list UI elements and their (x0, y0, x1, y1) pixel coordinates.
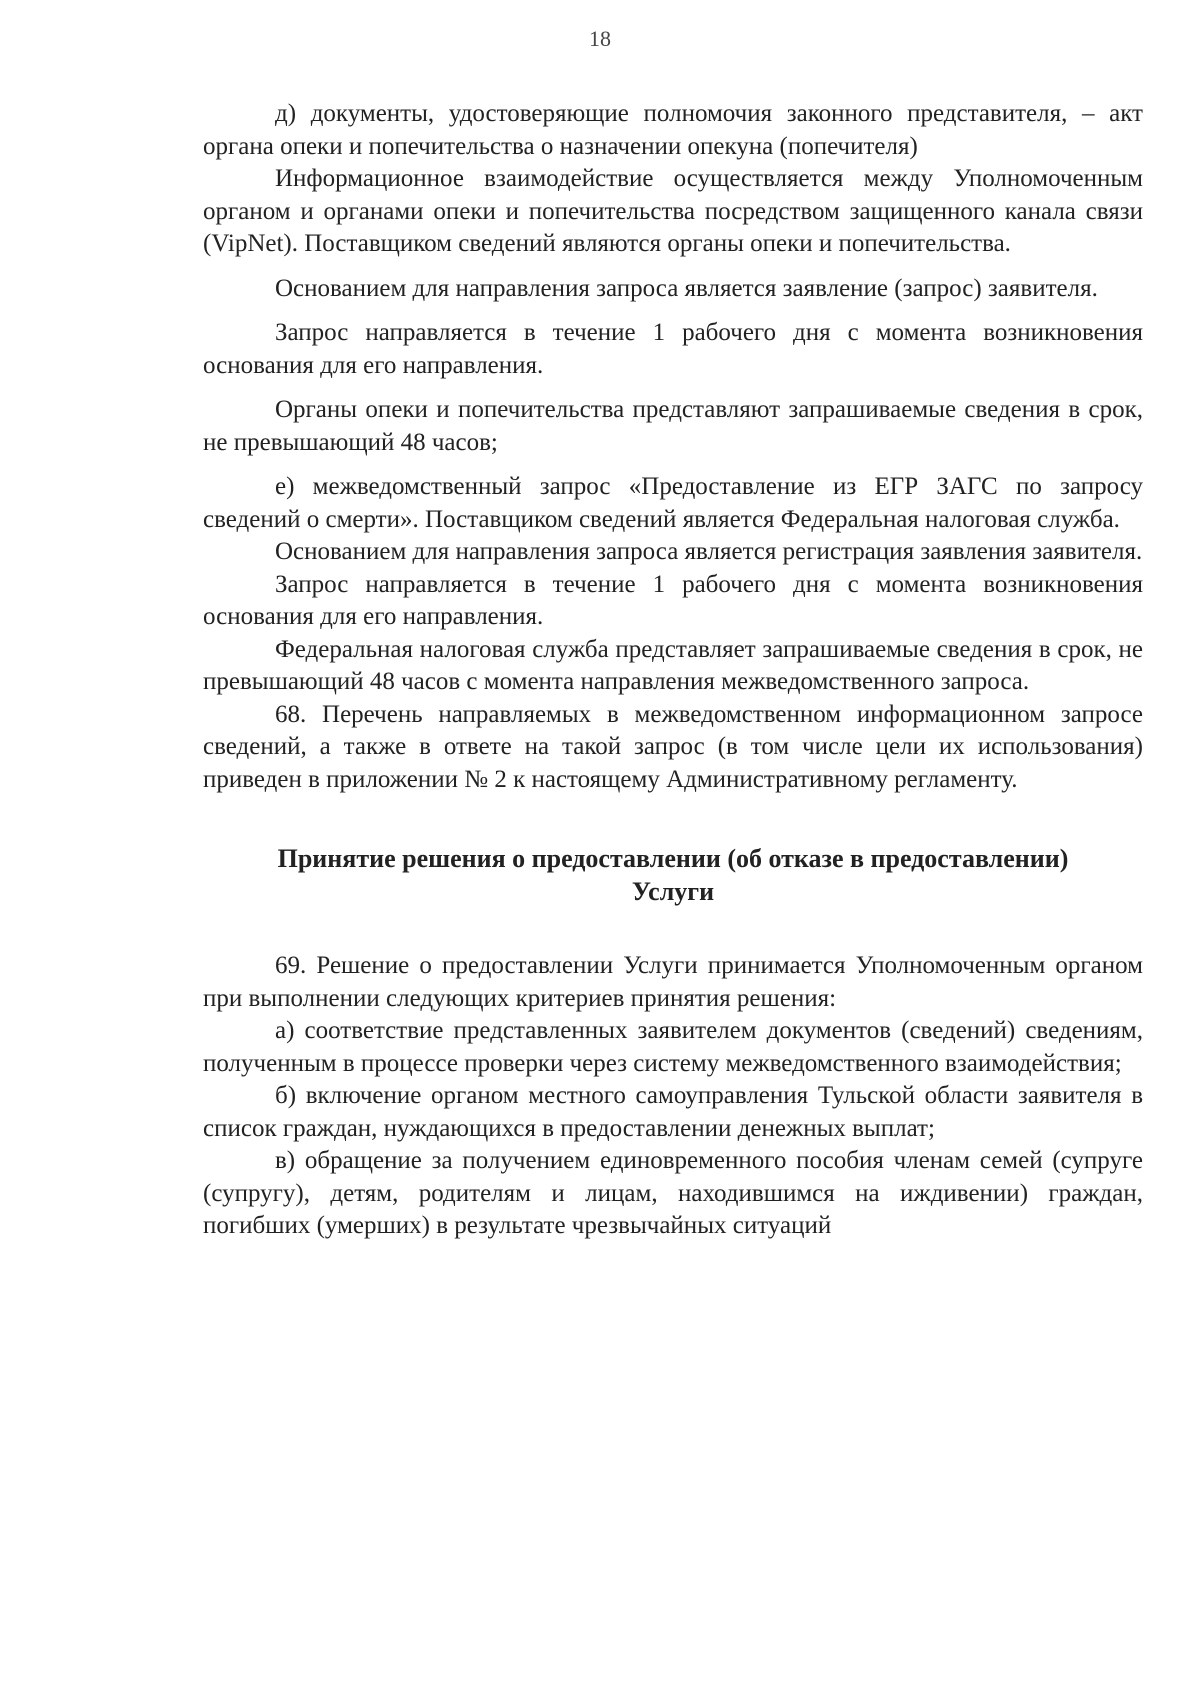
document-body (203, 98, 1143, 1243)
paragraph-info-exchange: Информационное взаимодействие осуществляется между Уполномоченным органом и органами опеки и попечительства посредством защищенного канала связи (VipNet). Поставщиком сведений являются органы опеки и попечительства. (203, 165, 1143, 257)
paragraph-e-zags-request: е) межведомственный запрос «Предоставление из ЕГР ЗАГС по запросу сведений о смерти». Поставщиком сведений является Федеральная налоговая служба. (203, 473, 1143, 533)
paragraph-guardianship-response: Органы опеки и попечительства представляют запрашиваемые сведения в срок, не превышающий 48 часов; (203, 396, 1143, 456)
paragraph-69-decision: 69. Решение о предоставлении Услуги принимается Уполномоченным органом при выполнении следующих критериев принятия решения: (203, 952, 1143, 1012)
paragraph-a-compliance: а) соответствие представленных заявителем документов (сведений) сведениям, полученным в процессе проверки через систему межведомственного взаимодействия; (203, 1017, 1143, 1077)
section-heading-line-1: Принятие решения о предоставлении (об отказе в предоставлении) (277, 844, 1069, 873)
paragraph-request-basis: Основанием для направления запроса является заявление (запрос) заявителя. (275, 274, 1098, 302)
paragraph-request-timing-2: Запрос направляется в течение 1 рабочего дня с момента возникновения основания для его направления. (203, 570, 1143, 630)
section-heading-line-2: Услуги (631, 877, 715, 906)
paragraph-b-inclusion: б) включение органом местного самоуправления Тульской области заявителя в список граждан, нуждающихся в предоставлении денежных выплат; (203, 1082, 1143, 1142)
paragraph-request-timing: Запрос направляется в течение 1 рабочего дня с момента возникновения основания для его направления. (203, 319, 1143, 379)
paragraph-c-application: в) обращение за получением единовременного пособия членам семей (супруге (супругу), детям, родителям и лицам, находившимся на иждивении) граждан, погибших (умерших) в результате чрезвычайных ситуаций (203, 1147, 1143, 1239)
paragraph-registration-basis: Основанием для направления запроса является регистрация заявления заявителя. (275, 538, 1143, 565)
page-number: 18 (589, 26, 611, 51)
section-heading (203, 842, 1143, 908)
paragraph-tax-service-response: Федеральная налоговая служба представляет запрашиваемые сведения в срок, не превышающий 48 часов с момента направления межведомственного запроса. (203, 635, 1143, 695)
paragraph-d-documents: д) документы, удостоверяющие полномочия законного представителя, – акт органа опеки и попечительства о назначении опекуна (попечителя) (203, 100, 1143, 160)
paragraph-68-list: 68. Перечень направляемых в межведомственном информационном запросе сведений, а также в ответе на такой запрос (в том числе цели их использования) приведен в приложении № 2 к настоящему Административному регламенту. (203, 700, 1143, 793)
